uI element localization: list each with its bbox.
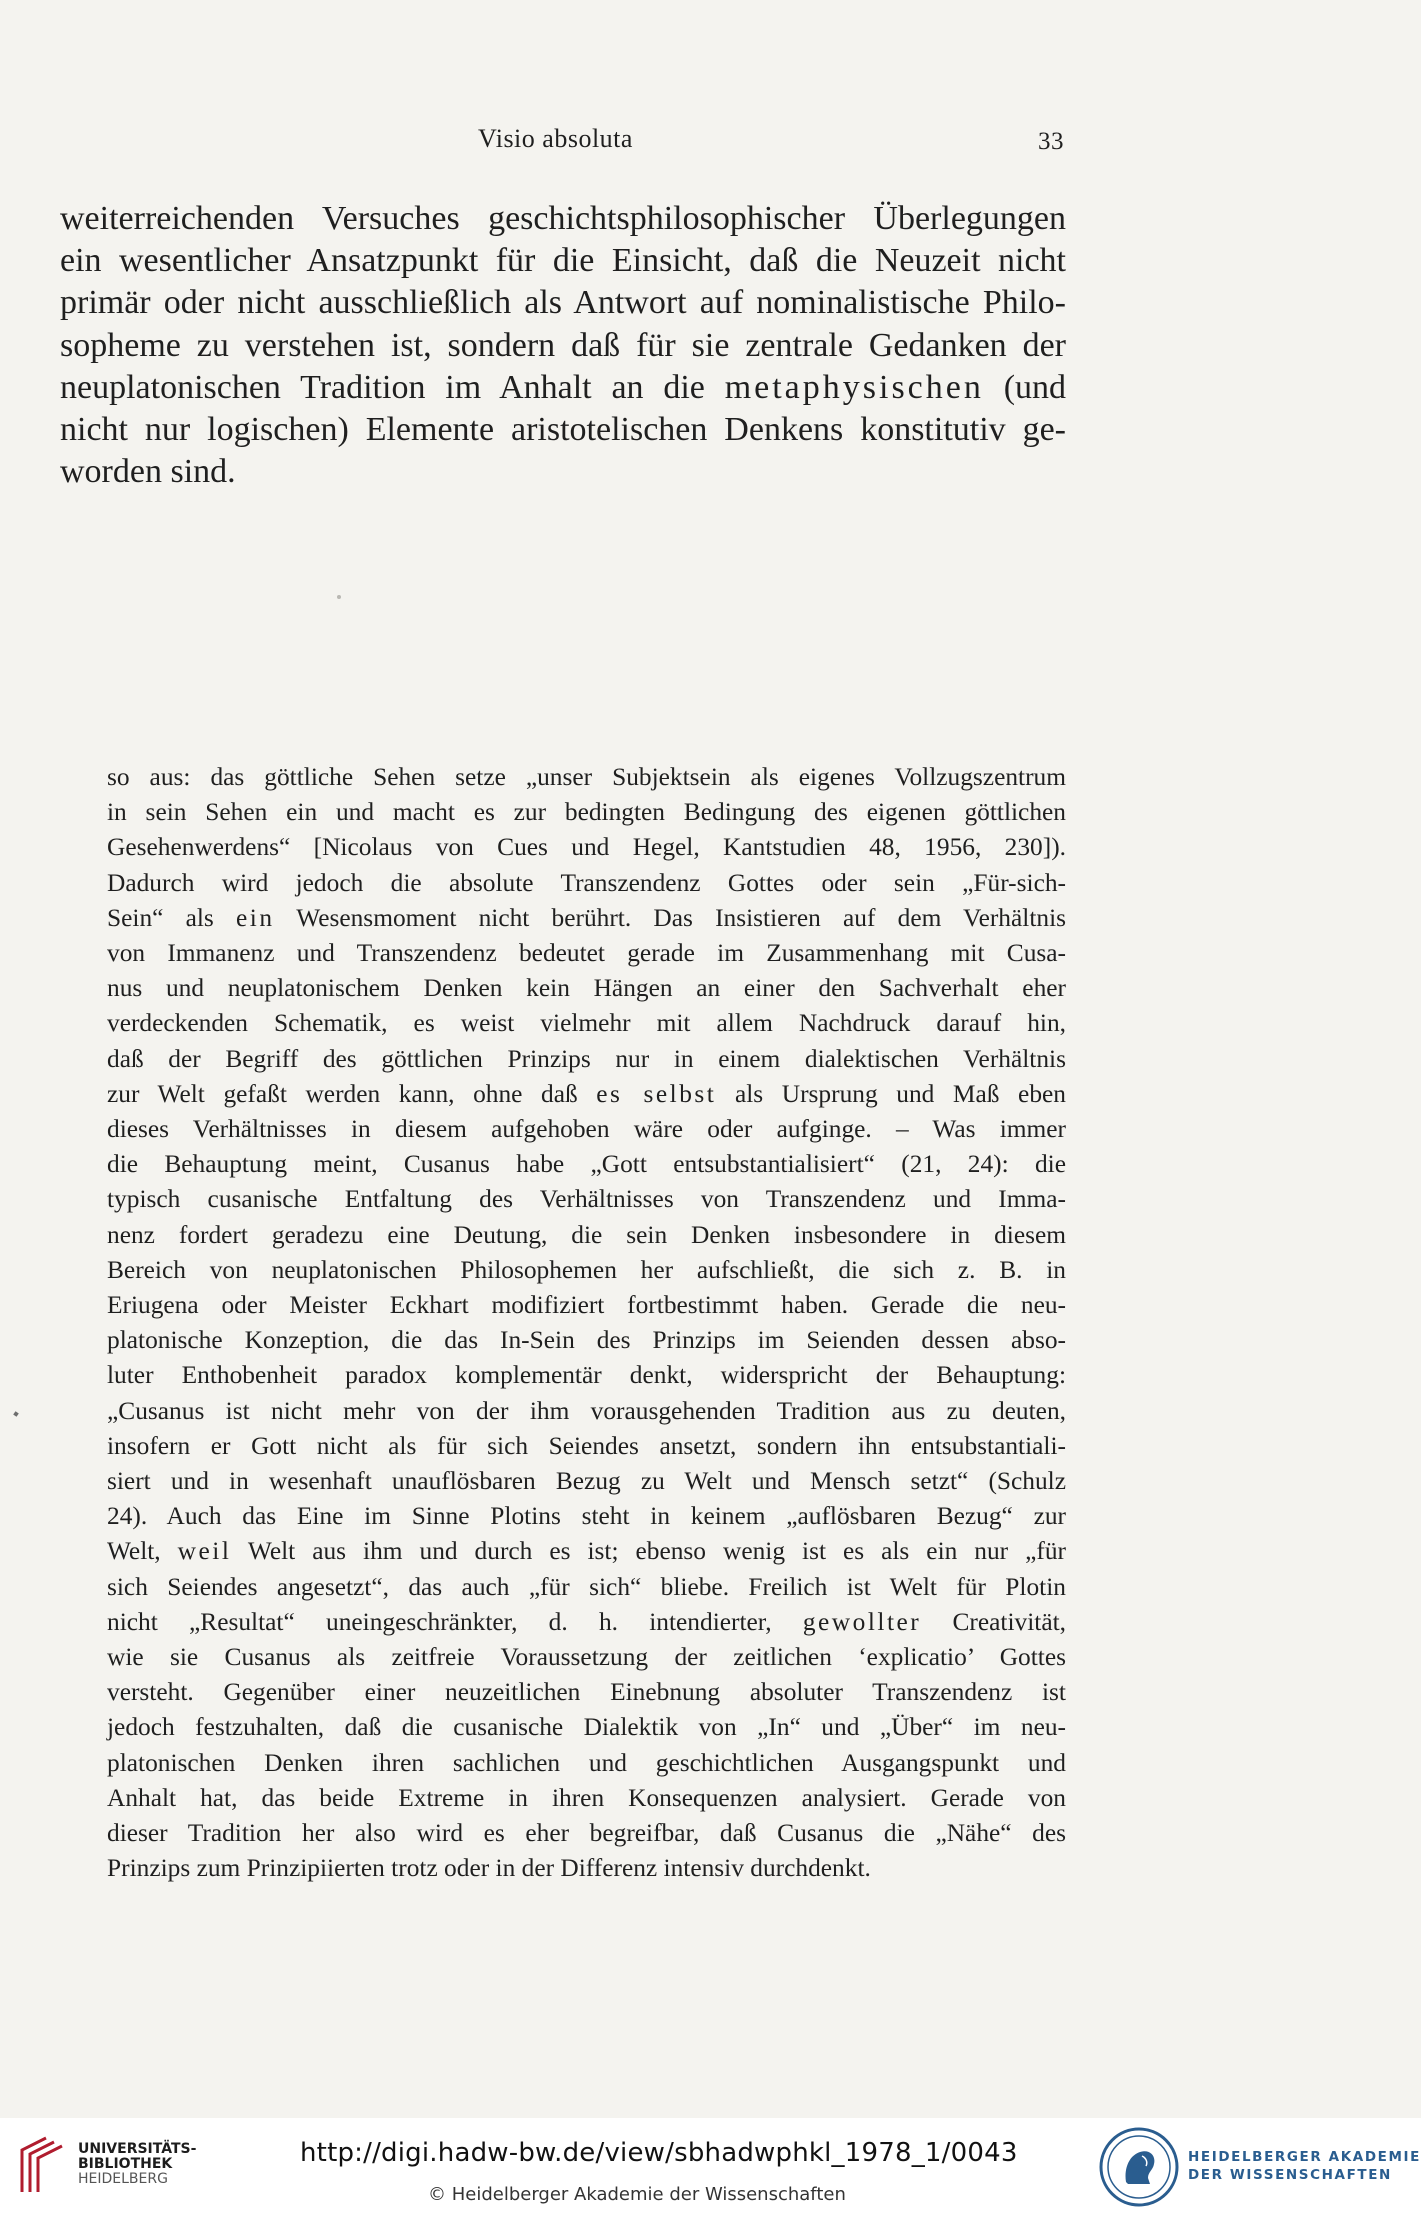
footnote-segment: nicht „Resultat“ uneingeschränkter, d. h. intendierter, xyxy=(107,1607,772,1636)
footnote-line: nenz fordert geradezu eine Deutung, die sein Denken insbesondere in diesem xyxy=(107,1220,1066,1249)
main-line: worden sind. xyxy=(60,453,236,491)
footnote-segment: Welt, xyxy=(107,1537,161,1566)
running-head xyxy=(0,124,1421,158)
permalink-url[interactable]: http://digi.hadw-bw.de/view/sbhadwphkl_1978_1/0043 xyxy=(300,2138,1018,2168)
footnote-line: in sein Sehen ein und macht es zur bedingten Bedingung des eigenen göttlichen xyxy=(107,798,1066,827)
copyright-notice: © Heidelberger Akademie der Wissenschaften xyxy=(428,2184,846,2205)
footnote-line xyxy=(107,1534,1066,1569)
footnote-line: typisch cusanische Entfaltung des Verhältnisses von Transzendenz und Imma- xyxy=(107,1185,1066,1214)
emphasized-word: ein xyxy=(236,903,275,932)
footnote-segment: Wesensmoment nicht berührt. Das Insistieren auf dem Verhältnis xyxy=(296,903,1067,932)
main-line: ein wesentlicher Ansatzpunkt für die Einsicht, daß die Neuzeit nicht xyxy=(60,242,1066,280)
library-name[interactable] xyxy=(78,2142,196,2187)
footnote-segment: als Ursprung und Maß eben xyxy=(734,1079,1066,1108)
emphasized-word: weil xyxy=(177,1537,232,1566)
footnote-line: von Immanenz und Transzendenz bedeutet gerade im Zusammenhang mit Cusa- xyxy=(107,939,1066,968)
footnote-line: daß der Begriff des göttlichen Prinzips nur in einem dialektischen Verhältnis xyxy=(107,1044,1066,1073)
main-text-segment: neuplatonischen Tradition im Anhalt an die xyxy=(60,368,705,406)
footnote-line: so aus: das göttliche Sehen setze „unser Subjektsein als eigenes Vollzugszentrum xyxy=(107,763,1066,791)
emphasized-word: gewollter xyxy=(802,1607,922,1636)
footnote-line xyxy=(107,1077,1066,1112)
footnote-line: Gesehenwerdens“ [Nicolaus von Cues und Hegel, Kantstudien 48, 1956, 230]). xyxy=(107,833,1066,862)
footnote-line: sich Seiendes angesetzt“, das auch „für sich“ bliebe. Freilich ist Welt für Plotin xyxy=(107,1572,1066,1601)
footnote-line: luter Enthobenheit paradox komplementär denkt, widerspricht der Behauptung: xyxy=(107,1361,1066,1390)
footnote-line: Eriugena oder Meister Eckhart modifiziert fortbestimmt haben. Gerade die neu- xyxy=(107,1291,1066,1320)
footnote-line: Bereich von neuplatonischen Philosophemen her aufschließt, die sich z. B. in xyxy=(107,1255,1066,1284)
university-library-logo-icon[interactable] xyxy=(16,2132,64,2196)
main-line: nicht nur logischen) Elemente aristotelischen Denkens konstitutiv ge- xyxy=(60,411,1066,449)
footnote-line xyxy=(107,901,1066,936)
footnote-line: Dadurch wird jedoch die absolute Transzendenz Gottes oder sein „Für-sich- xyxy=(107,868,1066,897)
emphasized-word: metaphysischen xyxy=(724,368,984,406)
main-line: primär oder nicht ausschließlich als Antwort auf nominalistische Philo- xyxy=(60,284,1066,322)
footnote-line: Anhalt hat, das beide Extreme in ihren Konsequenzen analysiert. Gerade von xyxy=(107,1783,1066,1812)
academy-seal-icon[interactable] xyxy=(1098,2126,1180,2208)
footnote-segment: zur Welt gefaßt werden kann, ohne daß xyxy=(107,1079,578,1108)
emphasized-word: es selbst xyxy=(596,1079,717,1108)
footnote-line: platonische Konzeption, die das In-Sein des Prinzips im Seienden dessen abso- xyxy=(107,1326,1066,1355)
footnote-segment: Welt aus ihm und durch es ist; ebenso wenig ist es als ein nur „für xyxy=(247,1537,1066,1566)
main-line xyxy=(60,367,1066,409)
footnote-segment: Creativität, xyxy=(952,1607,1066,1636)
digitization-footer xyxy=(0,2118,1421,2216)
margin-mark xyxy=(13,1411,19,1417)
academy-name-line: HEIDELBERGER AKADEMIE xyxy=(1188,2149,1421,2165)
footnote-line xyxy=(107,1605,1066,1640)
footnote-line: versteht. Gegenüber einer neuzeitlichen Einebnung absoluter Transzendenz ist xyxy=(107,1678,1066,1707)
main-text-segment: (und xyxy=(1003,368,1067,406)
footnote-line: dieses Verhältnisses in diesem aufgehoben wäre oder aufginge. – Was immer xyxy=(107,1115,1066,1144)
footnote-line: die Behauptung meint, Cusanus habe „Gott entsubstantialisiert“ (21, 24): die xyxy=(107,1150,1066,1179)
footnote-line: insofern er Gott nicht als für sich Seiendes ansetzt, sondern ihn entsubstantiali- xyxy=(107,1431,1066,1460)
library-city: HEIDELBERG xyxy=(78,2171,168,2187)
footnote-line: nus und neuplatonischem Denken kein Hängen an einer den Sachverhalt eher xyxy=(107,974,1066,1003)
footnote-line: „Cusanus ist nicht mehr von der ihm vorausgehenden Tradition aus zu deuten, xyxy=(107,1396,1066,1425)
footnote-line: jedoch festzuhalten, daß die cusanische Dialektik von „In“ und „Über“ im neu- xyxy=(107,1713,1066,1742)
footnote-line: dieser Tradition her also wird es eher begreifbar, daß Cusanus die „Nähe“ des xyxy=(107,1819,1066,1848)
main-paragraph xyxy=(60,198,1066,493)
library-name-line: UNIVERSITÄTS- xyxy=(78,2141,197,2157)
footnote-segment: Sein“ als xyxy=(107,903,214,932)
academy-name-line: DER WISSENSCHAFTEN xyxy=(1188,2167,1392,2183)
footnote-line: wie sie Cusanus als zeitfreie Voraussetzung der zeitlichen ‘explicatio’ Gottes xyxy=(107,1643,1066,1672)
footnote-line: 24). Auch das Eine im Sinne Plotins steht in keinem „auflösbaren Bezug“ zur xyxy=(107,1502,1066,1531)
page-number: 33 xyxy=(1038,128,1064,155)
footnote-line: siert und in wesenhaft unauflösbaren Bezug zu Welt und Mensch setzt“ (Schulz xyxy=(107,1467,1066,1496)
footnote-line: platonischen Denken ihren sachlichen und geschichtlichen Ausgangspunkt und xyxy=(107,1748,1066,1777)
academy-name[interactable] xyxy=(1188,2148,1421,2184)
library-name-line: BIBLIOTHEK xyxy=(78,2156,173,2172)
main-line: sopheme zu verstehen ist, sondern daß für sie zentrale Gedanken der xyxy=(60,326,1066,364)
main-line: weiterreichenden Versuches geschichtsphilosophischer Überlegungen xyxy=(60,200,1066,237)
footnote-line: verdeckenden Schematik, es weist vielmehr mit allem Nachdruck darauf hin, xyxy=(107,1009,1066,1038)
footnote-text xyxy=(107,760,1066,1887)
footnote-line: Prinzips zum Prinzipiierten trotz oder in der Differenz intensiv durchdenkt. xyxy=(107,1854,871,1883)
scan-speck xyxy=(337,595,341,599)
running-title: Visio absoluta xyxy=(478,124,633,153)
